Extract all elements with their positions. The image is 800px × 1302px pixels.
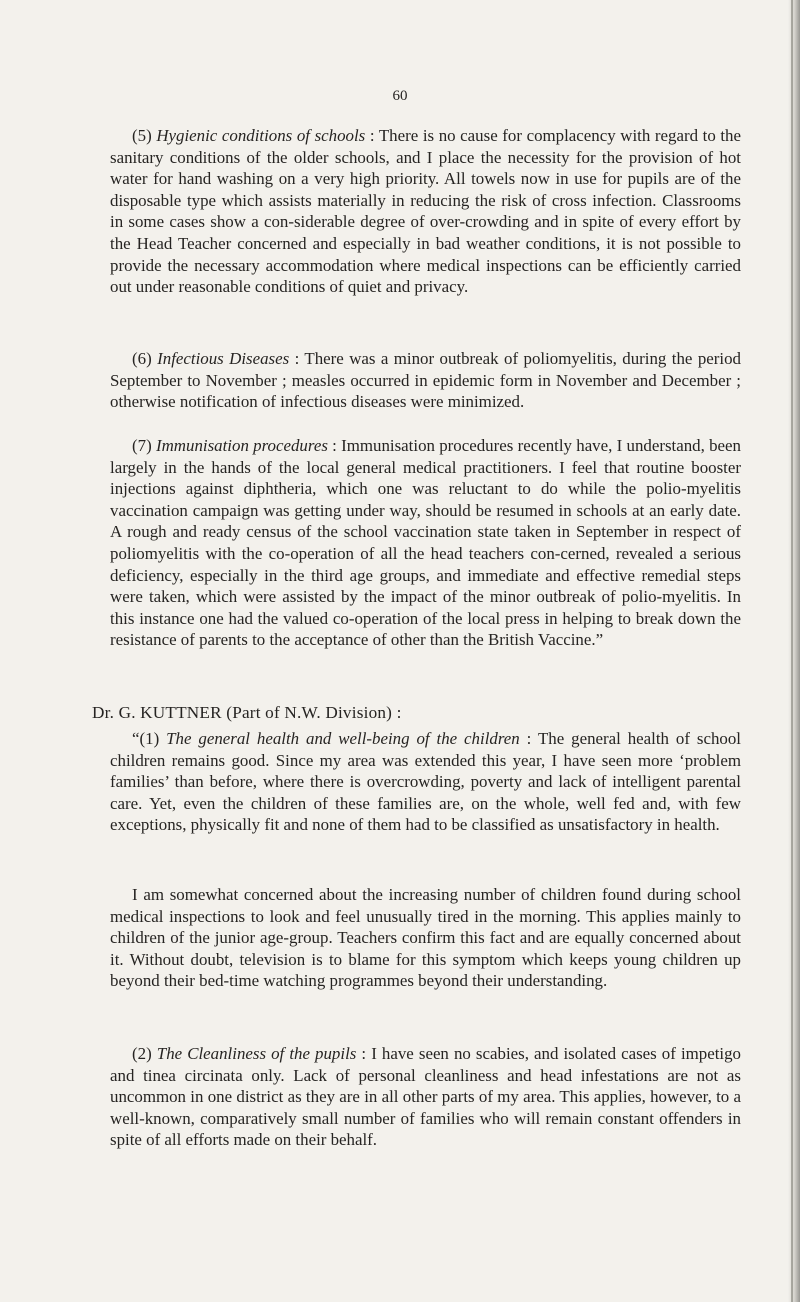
page-edge-shadow — [788, 0, 800, 1302]
section-6-paragraph: (6) Infectious Diseases : There was a minor outbreak of poliomyelitis, during the period September to November ; measles occurred in epidemic form in November and December ; otherwise notification of infectious diseases were minimized. — [110, 349, 741, 412]
kuttner-1b-paragraph: I am somewhat concerned about the increasing number of children found during school medical inspections to look and feel unusually tired in the morning. This applies mainly to children of the junior age-group. Teachers confirm this fact and are equally concerned about it. Without doubt, television is to blame for this symptom which keeps young children up beyond their bed-time watching programmes beyond their understanding. — [110, 885, 741, 991]
section-7-number: (7) — [132, 436, 152, 455]
section-6-number: (6) — [132, 349, 152, 368]
kuttner-1-paragraph: “(1) The general health and well-being of the children : The general health of school children remains good. Since my area was extended this year, I have seen more ‘problem families’ than before, where there is overcrowding, poverty and lack of intelligent parental care. Yet, even the children of these families are, on the whole, well fed and, with few exceptions, physically fit and none of them had to be classified as unsatisfactory in health. — [110, 729, 741, 835]
section-5-title: Hygienic conditions of schools — [156, 126, 366, 145]
kuttner-2-paragraph: (2) The Cleanliness of the pupils : I have seen no scabies, and isolated cases of impetigo and tinea circinata only. Lack of personal cleanliness and head infestations are not as uncommon in one district as they are in all other parts of my area. This applies, however, to a well-known, comparatively small number of families who will remain constant offenders in spite of all efforts made on their behalf. — [110, 1044, 742, 1150]
section-5-block — [110, 125, 741, 298]
kuttner-2-block — [110, 1043, 741, 1151]
section-5-paragraph: (5) Hygienic conditions of schools : There is no cause for complacency with regard to the sanitary conditions of the older schools, and I place the necessity for the provision of hot water for hand washing on a very high priority. All towels now in use for pupils are of the disposable type which assists materially in reducing the risk of cross infection. Classrooms in some cases show a con-siderable degree of over-crowding and in spite of every effort by the Head Teacher concerned and especially in bad weather conditions, it is not possible to provide the necessary accommodation where medical inspections can be efficiently carried out under reasonable conditions of quiet and privacy. — [110, 126, 742, 297]
section-7-title: Immunisation procedures — [155, 436, 328, 455]
page-edge-line — [791, 0, 793, 1302]
kuttner-1-number: “(1) — [132, 729, 160, 748]
kuttner-1-block — [110, 728, 741, 836]
section-6-block — [110, 348, 741, 413]
section-7-paragraph: (7) Immunisation procedures : Immunisation procedures recently have, I understand, been largely in the hands of the local general medical practitioners. I feel that routine booster injections against diphtheria, which one was reluctant to do while the polio-myelitis vaccination campaign was getting under way, should be resumed in schools at an early date. A rough and ready census of the school vaccination state taken in September in respect of poliomyelitis with the co-operation of all the head teachers con-cerned, revealed a serious deficiency, especially in the third age groups, and immediate and effective remedial steps were taken, which were assisted by the impact of the minor outbreak of polio-myelitis. In this instance one had the valued co-operation of the local press in helping to break down the resistance of parents to the acceptance of other than the British Vaccine.” — [110, 436, 741, 650]
kuttner-2-body: I have seen no scabies, and isolated cases of impetigo and tinea circinata only. Lack of personal cleanliness and head infestations are not as uncommon in one district as they are in all other parts of my area. This applies, however, to a well-known, comparatively small number of families who will remain constant offenders in spite of all efforts made on their behalf. — [110, 1044, 742, 1150]
section-7-block — [110, 435, 741, 651]
kuttner-1b-block — [110, 884, 741, 992]
section-6-title: Infectious Diseases — [157, 349, 290, 368]
section-5-body: There is no cause for complacency with regard to the sanitary conditions of the older schools, and I place the necessity for the provision of hot water for hand washing on a very high priority. All towels now in use for pupils are of the disposable type which assists materially in reducing the risk of cross infection. Classrooms in some cases show a con-siderable degree of over-crowding and in spite of every effort by the Head Teacher concerned and especially in bad weather conditions, it is not possible to provide the necessary accommodation where medical inspections can be efficiently carried out under reasonable conditions of quiet and privacy. — [110, 126, 742, 297]
kuttner-heading-block — [92, 702, 741, 724]
section-7-body: Immunisation procedures recently have, I understand, been largely in the hands of the local general medical practitioners. I feel that routine booster injections against diphtheria, which one was reluctant to do while the polio-myelitis vaccination campaign was getting under way, should be resumed in schools at an early date. A rough and ready census of the school vaccination state taken in September in respect of poliomyelitis with the co-operation of all the head teachers con-cerned, revealed a serious deficiency, especially in the third age groups, and immediate and effective remedial steps were taken, which were assisted by the impact of the minor outbreak of polio-myelitis. In this instance one had the valued co-operation of the local press in helping to break down the resistance of parents to the acceptance of other than the British Vaccine.” — [110, 436, 741, 650]
section-5-number: (5) — [132, 126, 152, 145]
kuttner-1-body: The general health of school children remains good. Since my area was extended this year, I have seen more ‘problem families’ than before, where there is overcrowding, poverty and lack of intelligent parental care. Yet, even the children of these families are, on the whole, well fed and, with few exceptions, physically fit and none of them had to be classified as unsatisfactory in health. — [110, 729, 741, 835]
kuttner-2-number: (2) — [132, 1044, 152, 1063]
kuttner-heading: Dr. G. KUTTNER (Part of N.W. Division) : — [92, 703, 402, 722]
kuttner-2-title: The Cleanliness of the pupils — [156, 1044, 357, 1063]
kuttner-1-title: The general health and well-being of the children — [166, 729, 520, 748]
page-number: 60 — [392, 88, 408, 104]
section-6-body: There was a minor outbreak of poliomyelitis, during the period September to November ; measles occurred in epidemic form in November and December ; otherwise notification of infectious diseases were minimized. — [110, 349, 741, 412]
